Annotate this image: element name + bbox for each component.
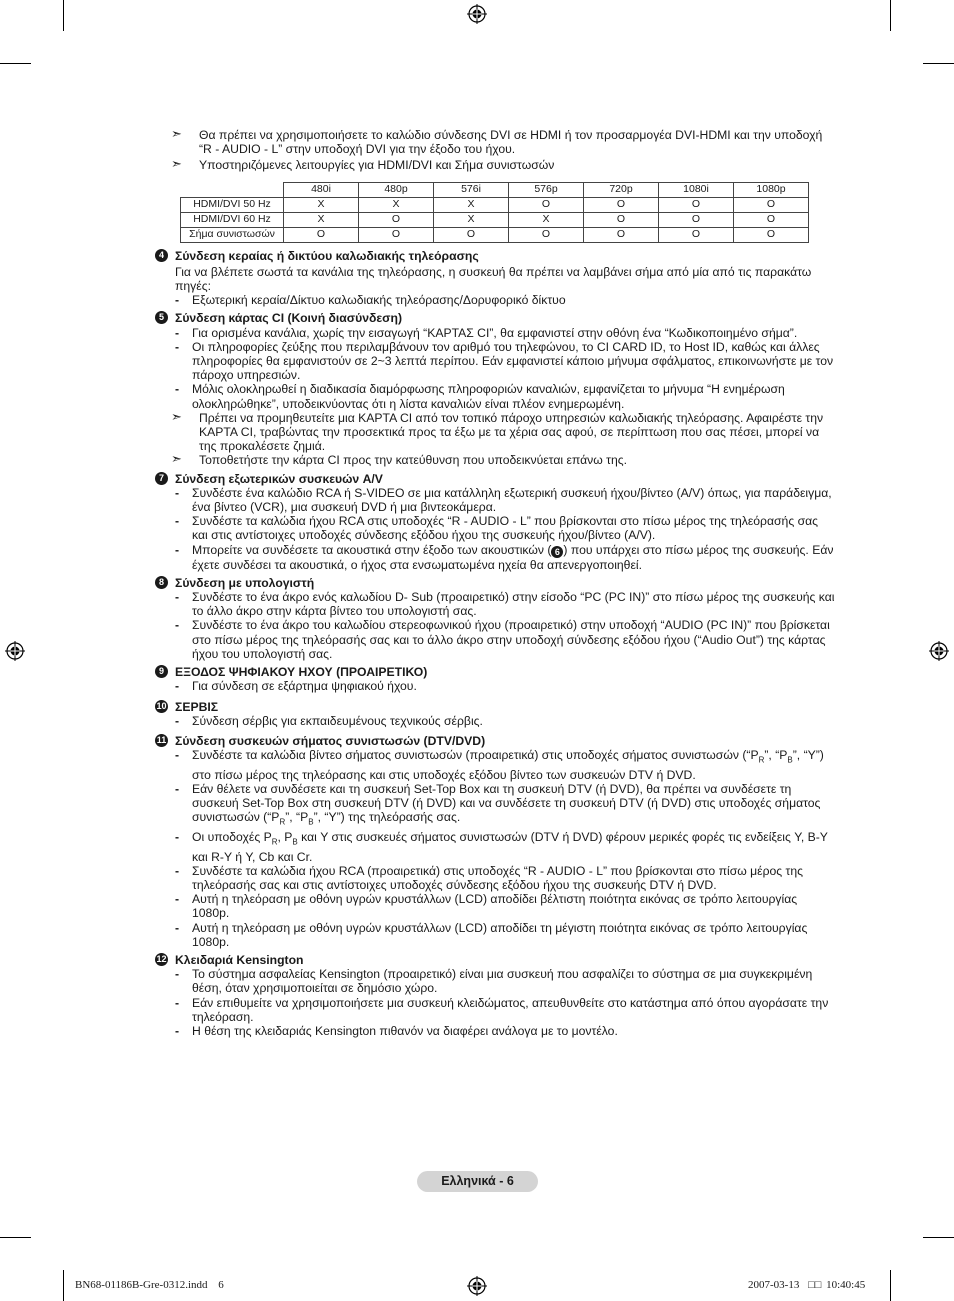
table-cell: X xyxy=(509,212,584,227)
bullet-item xyxy=(155,1024,835,1038)
bullet-dash: - xyxy=(175,485,180,500)
bullet-text: Για ορισμένα κανάλια, χωρίς την εισαγωγή “ΚΑΡΤΑΣ CI”, θα εμφανιστεί στην οθόνη ένα “Κωδικοποιημένο σήμα”. xyxy=(192,325,798,340)
section-heading xyxy=(155,249,835,263)
bullet-text: Σύνδεση σέρβις για εκπαιδευμένους τεχνικούς σέρβις. xyxy=(192,713,483,728)
bullet-item xyxy=(155,679,835,693)
bullet-item xyxy=(155,921,835,949)
note-arrow-icon: ➣ xyxy=(171,126,182,141)
section-heading xyxy=(155,734,835,748)
bullet-text: Το σύστημα ασφαλείας Kensington (προαιρετικό) είναι μια συσκευή που ασφαλίζει το σύστημα σε μια συγκεκριμένη θέση, όταν χρησιμοποιείται σε δημόσιο χώρο. xyxy=(192,967,813,996)
slug-left xyxy=(75,1279,224,1291)
slug-time: 10:40:45 xyxy=(826,1279,866,1291)
bullet-text: Συνδέστε το ένα άκρο του καλωδίου στερεοφωνικού ήχου (προαιρετικό) στην υποδοχή “AUDIO (PC IN)” που βρίσκεται στο πίσω μέρος της τηλεόρασής σας και το άλλο άκρο στην υποδοχή σύνδεσης εξόδου ήχου (“Audio Out”) της κάρτας ήχου του υπολογιστή σας. xyxy=(192,618,830,661)
table-col-header: 720p xyxy=(584,182,659,197)
bullet-item xyxy=(155,782,835,830)
subscript: R xyxy=(279,817,286,827)
slug-right xyxy=(748,1279,865,1291)
table-col-header: 576i xyxy=(434,182,509,197)
section-title: Σύνδεση εξωτερικών συσκευών A/V xyxy=(175,471,383,486)
section-number-badge: 10 xyxy=(156,700,167,711)
bullet-text: Συνδέστε το ένα άκρο ενός καλωδίου D- Sub (προαιρετικό) στην είσοδο “PC (PC IN)” στο πίσω μέρος της συσκευής και το άλλο άκρο στην κάρτα βίντεο του υπολογιστή σας. xyxy=(192,590,835,619)
slug-filename: BN68-01186B-Gre-0312.indd xyxy=(75,1279,208,1291)
note-item xyxy=(155,453,835,467)
table-row xyxy=(181,197,809,212)
table-col-header: 576p xyxy=(509,182,584,197)
bullet-text: Αυτή η τηλεόραση με οθόνη υγρών κρυστάλλων (LCD) αποδίδει τη μέγιστη ποιότητα εικόνας σε τρόπο λειτουργίας 1080p. xyxy=(192,920,808,949)
bullet-text xyxy=(192,830,828,864)
section-title: ΣΕΡΒΙΣ xyxy=(175,699,219,714)
crop-mark xyxy=(890,0,891,31)
note-text: Πρέπει να προμηθευτείτε μια ΚΑΡΤΑ CI από τον τοπικό πάροχο υπηρεσιών καλωδιακής τηλεόρασης. Αφαιρέστε την ΚΑΡΤΑ CI, τραβώντας την προσεκτικά προς τα έξω με τα χέρια σας αφού, σε περίπτωση που σας πέσει, μπορεί να της προκαλέσετε ζημιά. xyxy=(199,410,824,454)
table-col-header: 1080p xyxy=(734,182,809,197)
bullet-dash: - xyxy=(175,830,180,844)
subscript: B xyxy=(787,755,793,765)
registration-mark-icon xyxy=(929,641,949,661)
section-number-badge: 12 xyxy=(156,954,167,965)
bullet-text: Για σύνδεση σε εξάρτημα ψηφιακού ήχου. xyxy=(192,679,417,694)
paragraph: Για να βλέπετε σωστά τα κανάλια της τηλεόρασης, η συσκευή θα πρέπει να λαμβάνει σήμα από μία από τις παρακάτω πηγές: xyxy=(175,264,812,294)
table-col-header: 480p xyxy=(359,182,434,197)
subscript: R xyxy=(758,755,765,765)
bullet-text-part: και Y στις συσκευές σήματος συνιστωσών (DTV ή DVD) φέρουν μερικές φορές τις ενδείξεις Y, B-Y και R-Y ή Y, Cb και Cr. xyxy=(192,830,828,864)
registration-mark-icon xyxy=(467,1276,487,1296)
crop-mark xyxy=(0,63,31,64)
table-row-header: Σήμα συνιστωσών xyxy=(181,227,284,242)
section-heading xyxy=(155,472,835,486)
bullet-text: Συνδέστε ένα καλώδιο RCA ή S-VIDEO σε μια κατάλληλη εξωτερική συσκευή ήχου/βίντεο (A/V) όπως, για παράδειγμα, ένα βίντεο (VCR), μια συσκευή DVD ή μια βιντεοκάμερα. xyxy=(192,485,832,515)
bullet-dash: - xyxy=(175,920,180,935)
bullet-text-part: Μπορείτε να συνδέσετε τα ακουστικά στην έξοδο των ακουστικών ( xyxy=(192,542,552,557)
section-number-badge: 8 xyxy=(155,576,168,589)
note-text: Υποστηριζόμενες λειτουργίες για HDMI/DVI και Σήμα συνιστωσών xyxy=(199,158,555,173)
bullet-dash: - xyxy=(175,748,180,763)
table-cell: X xyxy=(434,197,509,212)
bullet-item xyxy=(155,293,835,307)
bullet-item xyxy=(155,618,835,661)
bullet-text: Οι πληροφορίες ζεύξης που περιλαμβάνουν τον αριθμό του τηλεφώνου, το CI CARD ID, το Host ID, καθώς και άλλες πληροφορίες θα εμφανιστούν σε 2~3 λεπτά περίπου. Εάν εμφανιστεί κάποιο μήνυμα σφάλματος, επικοινωνήστε με τον πάροχο υπηρεσιών. xyxy=(192,339,834,383)
section-title: Σύνδεση συσκευών σήματος συνιστωσών (DTV/DVD) xyxy=(175,733,486,748)
bullet-text xyxy=(192,543,833,572)
section-number-badge: 11 xyxy=(156,734,167,745)
section-title: Κλειδαριά Kensington xyxy=(175,953,304,968)
bullet-dash: - xyxy=(175,618,180,633)
bullet-item xyxy=(155,514,835,542)
section-heading xyxy=(155,700,835,714)
table-corner xyxy=(181,182,284,197)
bullet-text: Εξωτερική κεραία/Δίκτυο καλωδιακής τηλεόρασης/Δορυφορικό δίκτυο xyxy=(192,293,566,308)
bullet-dash: - xyxy=(175,781,180,796)
table-row xyxy=(181,227,809,242)
bullet-text: Η θέση της κλειδαριάς Kensington πιθανόν να διαφέρει ανάλογα με το μοντέλο. xyxy=(192,1024,618,1039)
bullet-text: Αυτή η τηλεόραση με οθόνη υγρών κρυστάλλων (LCD) αποδίδει βέλτιστη ποιότητα εικόνας σε τρόπο λειτουργίας 1080p. xyxy=(192,892,798,921)
bullet-text-part: ”, “P xyxy=(764,748,788,763)
bullet-item xyxy=(155,486,835,514)
note-dvi-hdmi xyxy=(155,128,835,156)
section-title: Σύνδεση κεραίας ή δικτύου καλωδιακής τηλεόρασης xyxy=(175,248,479,263)
bullet-dash: - xyxy=(175,967,180,982)
bullet-dash: - xyxy=(175,863,180,878)
bullet-text-part: Οι υποδοχές P xyxy=(192,830,272,844)
table-cell: O xyxy=(584,212,659,227)
bullet-text: Μόλις ολοκληρωθεί η διαδικασία διαμόρφωσης πληροφοριών καναλιών, εμφανίζεται το μήνυμα “Η ενημέρωση ολοκληρώθηκε”, υποδεικνύοντας ότι η λίστα καναλιών είναι πλέον ενημερωμένη. xyxy=(192,382,785,411)
bullet-dash: - xyxy=(175,325,180,340)
bullet-dash: - xyxy=(175,590,180,605)
table-cell: O xyxy=(734,227,809,242)
note-item xyxy=(155,408,835,454)
crop-mark xyxy=(890,1270,891,1301)
bullet-dash: - xyxy=(175,995,180,1010)
bullet-text-part: ”, “Y”) στο πίσω μέρος της τηλεόρασης και στις υποδοχές εξόδου βίντεο των συσκευών DTV ή DVD. xyxy=(192,748,824,782)
note-supported-modes xyxy=(155,158,835,172)
bullet-text xyxy=(192,748,824,782)
table-cell: O xyxy=(509,227,584,242)
crop-mark xyxy=(0,1237,31,1238)
section-number-badge: 7 xyxy=(155,472,168,485)
bullet-text: Συνδέστε τα καλώδια ήχου RCA στις υποδοχές “R - AUDIO - L” που βρίσκονται στο πίσω μέρος της τηλεόρασής σας και στις αντίστοιχες υποδοχές σύνδεσης εξόδου ήχου της συσκευής ήχου/βίντεο (A/V). xyxy=(192,514,819,543)
note-text: Θα πρέπει να χρησιμοποιήσετε το καλώδιο σύνδεσης DVI σε HDMI ή τον προσαρμογέα DVI-HDMI και την υποδοχή “R - AUDIO - L” στην υποδοχή DVI για την έξοδο του ήχου. xyxy=(199,128,823,157)
bullet-text-part: , P xyxy=(277,830,293,844)
bullet-item xyxy=(155,714,835,728)
bullet-item xyxy=(155,748,835,782)
bullet-dash: - xyxy=(175,1024,180,1039)
bullet-dash: - xyxy=(175,713,180,728)
inline-number-badge: 6 xyxy=(551,546,563,558)
section-heading xyxy=(155,311,835,325)
table-cell: O xyxy=(359,212,434,227)
bullet-text-part: ”, “P xyxy=(285,810,309,825)
section-number-badge: 9 xyxy=(155,665,168,678)
section-title: ΕΞΟΔΟΣ ΨΗΦΙΑΚΟΥ ΗΧΟΥ (ΠΡΟΑΙΡΕΤΙΚΟ) xyxy=(175,665,428,680)
table-cell: X xyxy=(434,212,509,227)
bullet-item xyxy=(155,996,835,1024)
section-title: Σύνδεση με υπολογιστή xyxy=(175,575,315,590)
bullet-dash: - xyxy=(175,542,180,557)
table-cell: O xyxy=(434,227,509,242)
bullet-text-part: Συνδέστε τα καλώδια βίντεο σήματος συνιστωσών (προαιρετικά) στις υποδοχές σήματος συνιστωσών (“P xyxy=(192,748,759,763)
section-number-badge: 5 xyxy=(155,311,168,324)
subscript: B xyxy=(308,817,314,827)
table-header-row xyxy=(181,182,809,197)
table-cell: O xyxy=(734,197,809,212)
note-arrow-icon: ➣ xyxy=(171,408,182,424)
table-row-header: HDMI/DVI 60 Hz xyxy=(181,212,284,227)
registration-mark-icon xyxy=(467,4,487,24)
bullet-item xyxy=(155,382,835,410)
bullet-dash: - xyxy=(175,514,180,529)
bullet-item xyxy=(155,967,835,995)
section-title: Σύνδεση κάρτας CI (Κοινή διασύνδεση) xyxy=(175,311,403,326)
table-col-header: 480i xyxy=(284,182,359,197)
bullet-item xyxy=(155,326,835,340)
crop-mark xyxy=(923,63,954,64)
bullet-item xyxy=(155,340,835,383)
section-heading xyxy=(155,665,835,679)
table-cell: O xyxy=(359,227,434,242)
table-cell: O xyxy=(584,227,659,242)
bullet-dash: - xyxy=(175,679,180,694)
table-cell: X xyxy=(359,197,434,212)
crop-mark xyxy=(923,1237,954,1238)
table-cell: O xyxy=(734,212,809,227)
crop-mark xyxy=(63,1270,64,1301)
table-cell: O xyxy=(284,227,359,242)
bullet-text xyxy=(192,781,821,827)
table-cell: O xyxy=(509,197,584,212)
subscript: R xyxy=(271,837,278,847)
section-number-badge: 4 xyxy=(155,249,168,262)
table-cell: X xyxy=(284,197,359,212)
table-row-header: HDMI/DVI 50 Hz xyxy=(181,197,284,212)
bullet-text: Συνδέστε τα καλώδια ήχου RCA (προαιρετικά) στις υποδοχές “R - AUDIO - L” που βρίσκονται στο πίσω μέρος της τηλεόρασής σας και στις αντίστοιχες υποδοχές σύνδεσης εξόδου ήχου της συσκευής DTV ή DVD. xyxy=(192,863,804,893)
table-cell: O xyxy=(659,212,734,227)
table-cell: O xyxy=(659,227,734,242)
table-cell: O xyxy=(659,197,734,212)
slug-marks: □□ xyxy=(808,1279,822,1291)
supported-modes-table xyxy=(180,182,809,243)
slug-page: 6 xyxy=(218,1279,224,1291)
subscript: B xyxy=(292,837,298,847)
bullet-item xyxy=(155,864,835,892)
bullet-item xyxy=(155,590,835,618)
table-row xyxy=(181,212,809,227)
note-text: Τοποθετήστε την κάρτα CI προς την κατεύθυνση που υποδεικνύεται επάνω της. xyxy=(199,453,628,468)
bullet-item xyxy=(155,543,835,572)
page-number-label: Ελληνικά - 6 xyxy=(417,1171,538,1192)
bullet-text-part: ) που υπάρχει στο πίσω μέρος της συσκευής. Εάν έχετε συνδέσει τα ακουστικά, ο ήχος στα ενσωματωμένα ηχεία θα απενεργοποιηθεί. xyxy=(192,542,834,572)
bullet-dash: - xyxy=(175,382,180,397)
bullet-text-part: ”, “Y”) της τηλεόρασής σας. xyxy=(313,810,461,825)
crop-mark xyxy=(63,0,64,31)
section-heading xyxy=(155,953,835,967)
bullet-text-part: Εάν θέλετε να συνδέσετε και τη συσκευή Set-Top Box και τη συσκευή DTV (ή DVD), θα πρέπει να συνδέσετε τη συσκευή Set-Top Box στη συσκευή DTV (ή DVD) και να συνδέσετε τη συσκευή DTV (ή DVD) στις υποδοχές σήματος συνιστωσών (“P xyxy=(192,781,821,825)
bullet-item xyxy=(155,892,835,920)
bullet-item xyxy=(155,830,835,864)
bullet-dash: - xyxy=(175,339,180,354)
table-cell: X xyxy=(284,212,359,227)
bullet-dash: - xyxy=(175,293,180,308)
table-col-header: 1080i xyxy=(659,182,734,197)
page-content xyxy=(155,128,835,1038)
note-arrow-icon: ➣ xyxy=(171,156,182,172)
registration-mark-icon xyxy=(5,641,25,661)
note-arrow-icon: ➣ xyxy=(171,451,182,467)
bullet-text: Εάν επιθυμείτε να χρησιμοποιήσετε μια συσκευή κλειδώματος, απευθυνθείτε στο κατάστημα από όπου αγοράσατε την τηλεόραση. xyxy=(192,995,829,1024)
slug-date: 2007-03-13 xyxy=(748,1279,800,1291)
bullet-dash: - xyxy=(175,892,180,907)
table-cell: O xyxy=(584,197,659,212)
section-heading xyxy=(155,576,835,590)
